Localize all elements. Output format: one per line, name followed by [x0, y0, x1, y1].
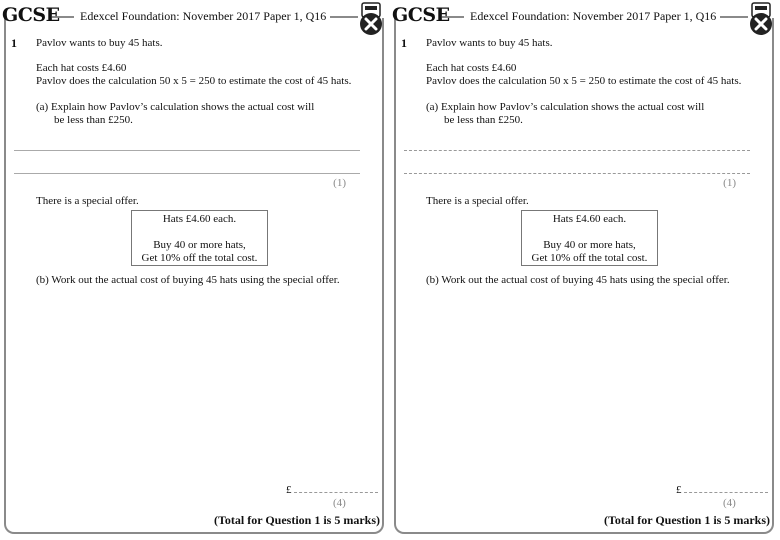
calculation-text: Pavlov does the calculation 50 x 5 = 250 to estimate the cost of 45 hats.	[36, 75, 352, 87]
final-answer-line[interactable]	[684, 492, 768, 493]
offer-line: Hats £4.60 each.	[162, 213, 237, 225]
question-total: (Total for Question 1 is 5 marks)	[213, 513, 380, 527]
frame-top-rule	[720, 16, 748, 18]
part-a-marks: (1)	[723, 177, 736, 189]
final-answer-line[interactable]	[294, 492, 378, 493]
part-b-question: (b) Work out the actual cost of buying 45 hats using the special offer.	[36, 274, 340, 286]
answer-line[interactable]	[14, 173, 360, 174]
answer-currency: £	[286, 484, 292, 496]
gcse-logo: GCSE	[392, 4, 450, 26]
part-a-question: (a) Explain how Pavlov’s calculation shows the actual cost will	[36, 101, 315, 113]
part-a-question: (a) Explain how Pavlov’s calculation shows the actual cost will	[426, 101, 705, 113]
answer-currency: £	[676, 484, 682, 496]
offer-intro: There is a special offer.	[36, 195, 139, 207]
hat-cost-text: Each hat costs £4.60	[36, 62, 127, 74]
hat-cost-text: Each hat costs £4.60	[426, 62, 517, 74]
offer-line: Hats £4.60 each.	[552, 213, 627, 225]
special-offer-box	[521, 210, 658, 266]
calculator-not-allowed-icon	[746, 2, 776, 36]
part-a-marks: (1)	[333, 177, 346, 189]
offer-line: Get 10% off the total cost.	[531, 252, 648, 264]
worksheet-page-left	[0, 0, 388, 540]
question-total: (Total for Question 1 is 5 marks)	[603, 513, 770, 527]
part-a-question-cont: be less than £250.	[444, 114, 523, 126]
answer-line[interactable]	[404, 150, 750, 151]
offer-line: Get 10% off the total cost.	[141, 252, 258, 264]
part-a-question-cont: be less than £250.	[54, 114, 133, 126]
question-intro: Pavlov wants to buy 45 hats.	[426, 37, 553, 49]
offer-line: Buy 40 or more hats,	[543, 239, 636, 251]
special-offer-box	[131, 210, 268, 266]
page-title: Edexcel Foundation: November 2017 Paper 1, Q16	[80, 9, 327, 23]
question-number: 1	[401, 36, 407, 50]
part-b-marks: (4)	[723, 497, 736, 509]
worksheet-page-right	[390, 0, 778, 540]
answer-line[interactable]	[14, 150, 360, 151]
offer-line: Buy 40 or more hats,	[153, 239, 246, 251]
calculator-not-allowed-icon	[356, 2, 386, 36]
question-number: 1	[11, 36, 17, 50]
gcse-logo: GCSE	[2, 4, 60, 26]
part-b-question: (b) Work out the actual cost of buying 45 hats using the special offer.	[426, 274, 730, 286]
answer-line[interactable]	[404, 173, 750, 174]
calculation-text: Pavlov does the calculation 50 x 5 = 250 to estimate the cost of 45 hats.	[426, 75, 742, 87]
offer-intro: There is a special offer.	[426, 195, 529, 207]
frame-top-rule	[330, 16, 358, 18]
page-title: Edexcel Foundation: November 2017 Paper 1, Q16	[470, 9, 717, 23]
question-intro: Pavlov wants to buy 45 hats.	[36, 37, 163, 49]
part-b-marks: (4)	[333, 497, 346, 509]
